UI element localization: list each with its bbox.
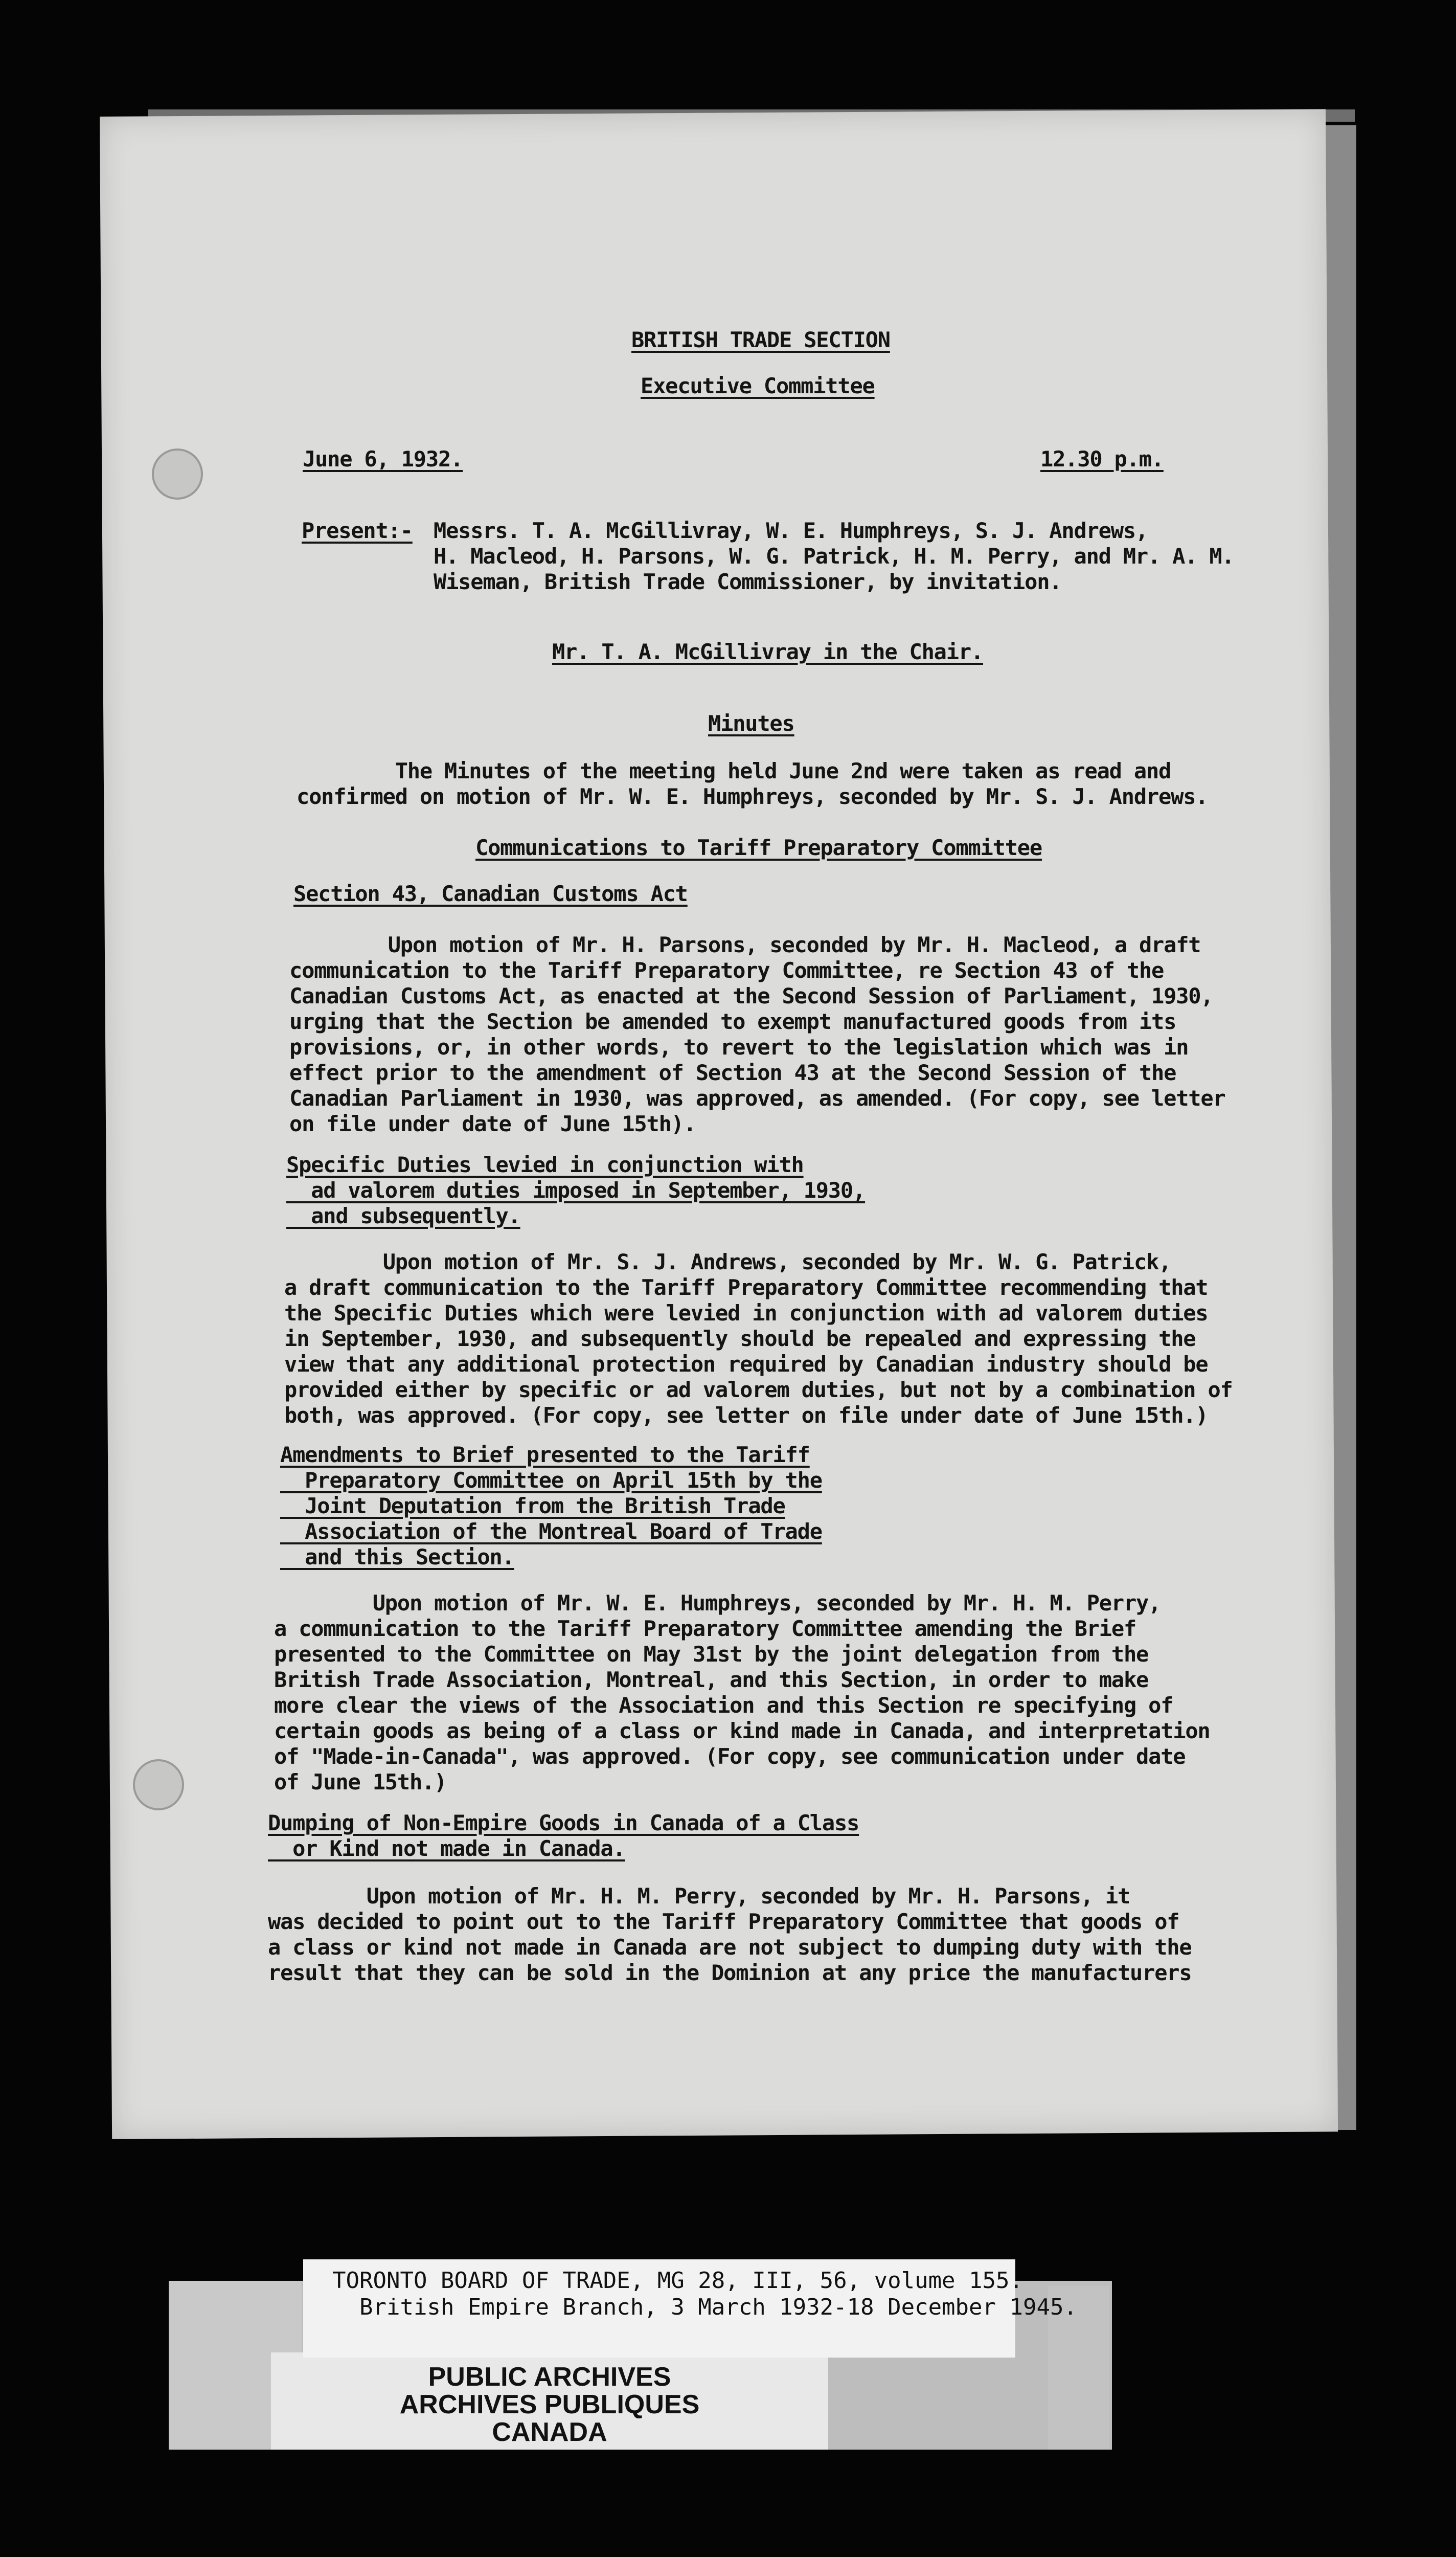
item-3-heading-5: and this Section. — [280, 1544, 514, 1569]
item-3-heading-1: Amendments to Brief presented to the Tariff — [280, 1442, 810, 1467]
communications-heading: Communications to Tariff Preparatory Committee — [475, 835, 1042, 860]
present-line-2: H. Macleod, H. Parsons, W. G. Patrick, H. M. Perry, and Mr. A. M. — [434, 544, 1234, 569]
item-2-heading-1: Specific Duties levied in conjunction with — [286, 1152, 804, 1177]
item-2-line-3: the Specific Duties which were levied in conjunction with ad valorem duties — [284, 1300, 1208, 1326]
present-line-1: Messrs. T. A. McGillivray, W. E. Humphreys, S. J. Andrews, — [434, 518, 1148, 543]
chair-line: Mr. T. A. McGillivray in the Chair. — [552, 639, 984, 664]
item-3-heading-2: Preparatory Committee on April 15th by the — [280, 1468, 822, 1493]
item-3-line-7: of "Made-in-Canada", was approved. (For copy, see communication under date — [274, 1744, 1186, 1769]
item-2-line-7: both, was approved. (For copy, see letter on file under date of June 15th.) — [284, 1403, 1208, 1428]
item-2-line-6: provided either by specific or ad valorem duties, but not by a combination of — [284, 1377, 1233, 1402]
item-1-heading: Section 43, Canadian Customs Act — [293, 881, 688, 906]
item-1-line-4: urging that the Section be amended to exempt manufactured goods from its — [289, 1009, 1176, 1034]
punch-hole-top — [152, 448, 203, 500]
item-3-line-1: Upon motion of Mr. W. E. Humphreys, seconded by Mr. H. M. Perry, — [274, 1590, 1161, 1616]
meeting-time: 12.30 p.m. — [1040, 446, 1164, 472]
minutes-line-1: The Minutes of the meeting held June 2nd were taken as read and — [297, 758, 1171, 783]
archive-line-2: ARCHIVES PUBLIQUES — [399, 2390, 700, 2419]
item-4-line-2: was decided to point out to the Tariff Preparatory Committee that goods of — [268, 1909, 1179, 1934]
reference-label-line-2: British Empire Branch, 3 March 1932-18 December 1945. — [332, 2294, 1077, 2320]
present-line-3: Wiseman, British Trade Commissioner, by invitation. — [434, 569, 1062, 594]
item-4-line-4: result that they can be sold in the Dominion at any price the manufacturers — [268, 1960, 1192, 1985]
archive-line-3: CANADA — [492, 2417, 607, 2447]
item-3-line-6: certain goods as being of a class or kind made in Canada, and interpretation — [274, 1718, 1210, 1743]
item-1-line-7: Canadian Parliament in 1930, was approved, as amended. (For copy, see letter — [289, 1086, 1225, 1111]
item-3-line-4: British Trade Association, Montreal, and this Section, in order to make — [274, 1667, 1149, 1692]
item-2-line-4: in September, 1930, and subsequently should be repealed and expressing the — [284, 1326, 1196, 1351]
item-2-line-2: a draft communication to the Tariff Preparatory Committee recommending that — [284, 1275, 1208, 1300]
punch-hole-bottom — [133, 1759, 184, 1810]
meeting-date: June 6, 1932. — [303, 446, 463, 472]
present-label: Present:- — [302, 518, 413, 543]
item-3-line-2: a communication to the Tariff Preparatory Committee amending the Brief — [274, 1616, 1136, 1641]
item-1-line-6: effect prior to the amendment of Section 43 at the Second Session of the — [289, 1060, 1176, 1085]
section-title: BRITISH TRADE SECTION — [631, 327, 890, 352]
item-3-heading-4: Association of the Montreal Board of Trade — [280, 1519, 822, 1544]
item-4-line-1: Upon motion of Mr. H. M. Perry, seconded by Mr. H. Parsons, it — [268, 1883, 1130, 1909]
reference-label-line-1: TORONTO BOARD OF TRADE, MG 28, III, 56, volume 155. — [332, 2268, 1023, 2294]
item-1-line-5: provisions, or, in other words, to revert to the legislation which was in — [289, 1035, 1189, 1060]
item-1-line-1: Upon motion of Mr. H. Parsons, seconded by Mr. H. Macleod, a draft — [289, 932, 1201, 957]
minutes-line-2: confirmed on motion of Mr. W. E. Humphreys, seconded by Mr. S. J. Andrews. — [297, 784, 1208, 809]
item-3-line-5: more clear the views of the Association and this Section re specifying of — [274, 1693, 1173, 1718]
item-1-line-8: on file under date of June 15th). — [289, 1111, 696, 1136]
item-4-line-3: a class or kind not made in Canada are not subject to dumping duty with the — [268, 1935, 1192, 1960]
item-2-heading-3: and subsequently. — [286, 1203, 520, 1228]
item-2-line-5: view that any additional protection required by Canadian industry should be — [284, 1352, 1208, 1377]
item-3-line-3: presented to the Committee on May 31st by the joint delegation from the — [274, 1642, 1149, 1667]
archive-line-1: PUBLIC ARCHIVES — [428, 2362, 671, 2392]
item-1-line-3: Canadian Customs Act, as enacted at the Second Session of Parliament, 1930, — [289, 983, 1213, 1008]
item-2-heading-2: ad valorem duties imposed in September, 1930, — [286, 1178, 866, 1203]
item-2-line-1: Upon motion of Mr. S. J. Andrews, seconded by Mr. W. G. Patrick, — [284, 1249, 1171, 1274]
item-3-heading-3: Joint Deputation from the British Trade — [280, 1493, 785, 1518]
item-3-line-8: of June 15th.) — [274, 1769, 447, 1795]
item-4-heading-2: or Kind not made in Canada. — [268, 1836, 625, 1861]
item-4-heading-1: Dumping of Non-Empire Goods in Canada of a Class — [268, 1810, 859, 1835]
item-1-line-2: communication to the Tariff Preparatory Committee, re Section 43 of the — [289, 958, 1164, 983]
minutes-heading: Minutes — [708, 711, 794, 736]
committee-title: Executive Committee — [641, 373, 875, 398]
